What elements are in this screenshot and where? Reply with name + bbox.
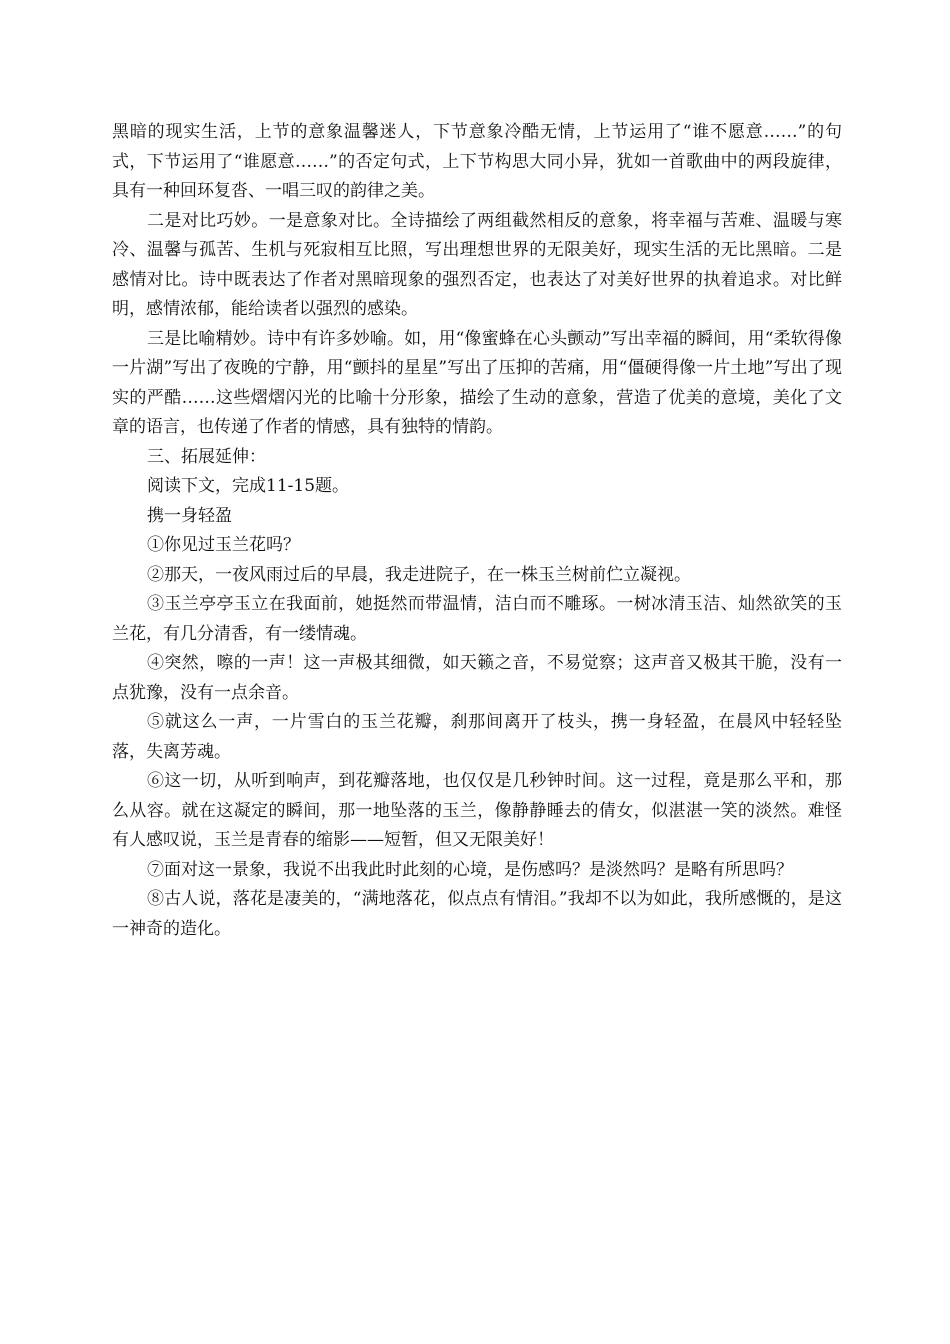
section-heading: 三、拓展延伸： (147, 446, 266, 467)
paragraph-contrast: 二是对比巧妙。一是意象对比。全诗描绘了两组截然相反的意象，将幸福与苦难、温暖与寒冷、温馨与孤苦、生机与死寂相互比照，写出理想世界的无限美好，现实生活的无比黑暗。二是感情对比。诗中既表达了作者对黑暗现象的强烈否定，也表达了对美好世界的执着追求。对比鲜明，感情浓郁，能给读者以强烈的感染。 (112, 210, 842, 319)
document-page (112, 118, 842, 944)
article-title: 携一身轻盈 (147, 505, 232, 526)
reading-instruction: 阅读下文，完成11-15题。 (147, 476, 350, 496)
article-paragraph-5: ⑤就这么一声，一片雪白的玉兰花瓣，刹那间离开了枝头，携一身轻盈，在晨风中轻轻坠落，失离芳魂。 (112, 712, 842, 762)
article-paragraph-6: ⑥这一切，从听到响声，到花瓣落地，也仅仅是几秒钟时间。这一过程，竟是那么平和，那么从容。就在这凝定的瞬间，那一地坠落的玉兰，像静静睡去的倩女，似湛湛一笑的淡然。难怪有人感叹说，玉兰是青春的缩影——短暂，但又无限美好！ (112, 771, 842, 850)
paragraph-continuation: 黑暗的现实生活，上节的意象温馨迷人，下节意象冷酷无情，上节运用了“谁不愿意……”的句式，下节运用了“谁愿意……”的否定句式，上下节构思大同小异，犹如一首歌曲中的两段旋律，具有一种回环复沓、一唱三叹的韵律之美。 (112, 122, 842, 201)
article-paragraph-8: ⑧古人说，落花是凄美的，“满地落花，似点点有情泪。”我却不以为如此，我所感慨的，是这一神奇的造化。 (112, 889, 842, 939)
paragraph-metaphor: 三是比喻精妙。诗中有许多妙喻。如，用“像蜜蜂在心头颤动”写出幸福的瞬间，用“柔软得像一片湖”写出了夜晚的宁静，用“颤抖的星星”写出了压抑的苦痛，用“僵硬得像一片土地”写出了现实的严酷……这些熠熠闪光的比喻十分形象，描绘了生动的意象，营造了优美的意境，美化了文章的语言，也传递了作者的情感，具有独特的情韵。 (112, 328, 842, 437)
article-paragraph-7: ⑦面对这一景象，我说不出我此时此刻的心境，是伤感吗？是淡然吗？是略有所思吗？ (147, 859, 793, 880)
article-paragraph-3: ③玉兰亭亭玉立在我面前，她挺然而带温情，洁白而不雕琢。一树冰清玉洁、灿然欲笑的玉兰花，有几分清香，有一缕情魂。 (112, 594, 842, 644)
article-paragraph-4: ④突然，嚓的一声！这一声极其细微，如天籁之音，不易觉察；这声音又极其干脆，没有一点犹豫，没有一点余音。 (112, 653, 842, 703)
article-paragraph-2: ②那天，一夜风雨过后的早晨，我走进院子，在一株玉兰树前伫立凝视。 (147, 564, 691, 585)
article-paragraph-1: ①你见过玉兰花吗？ (147, 535, 300, 555)
